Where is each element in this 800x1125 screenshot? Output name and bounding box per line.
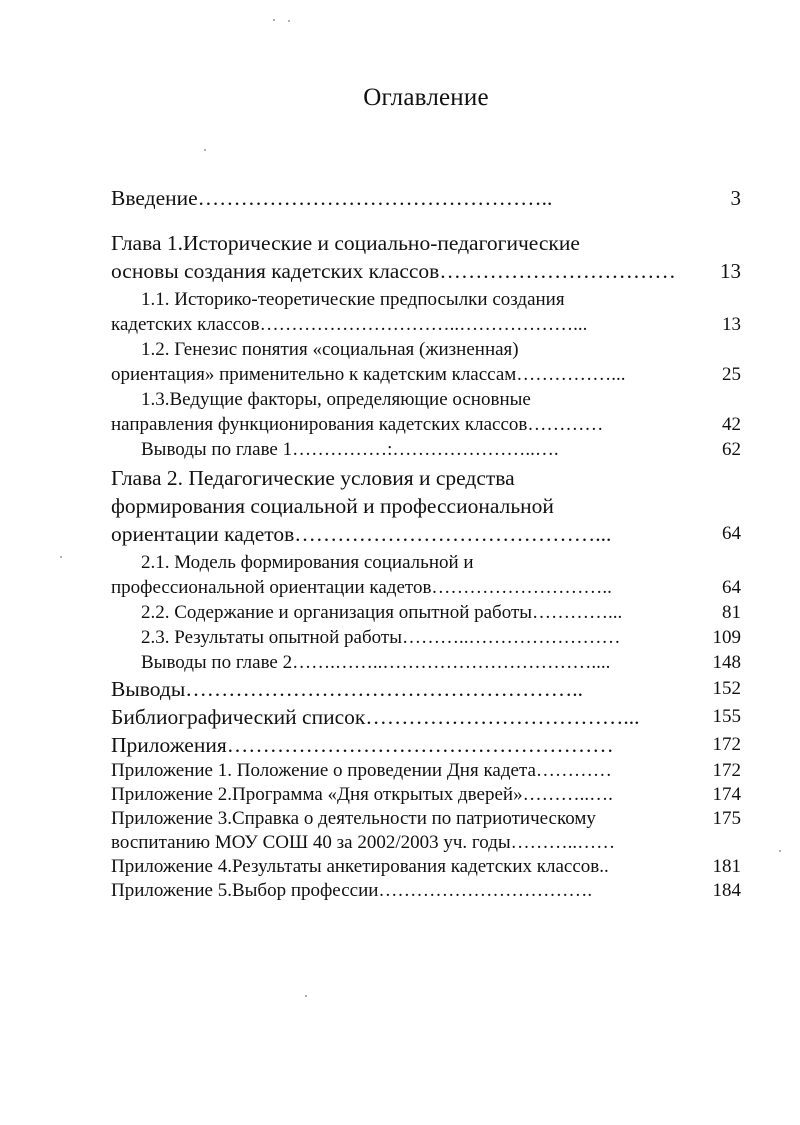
scan-speck: [779, 850, 781, 852]
toc-entry-text: формирования социальной и профессиональной: [111, 494, 554, 518]
toc-entry-text: 1.2. Генезис понятия «социальная (жизненная): [141, 339, 519, 360]
toc-entry-appendix-4: [111, 855, 741, 879]
toc-page-number: 184: [712, 880, 741, 901]
toc-entry-introduction: [111, 184, 741, 212]
toc-page-number: 13: [722, 314, 741, 335]
toc-page-number: 62: [722, 439, 741, 460]
toc-entry-text: Глава 2. Педагогические условия и средства: [111, 466, 515, 490]
scan-speck: [204, 149, 206, 151]
scan-speck: [288, 20, 290, 22]
toc-page-number: 25: [722, 364, 741, 385]
toc-page-number: 42: [722, 414, 741, 435]
toc-page-number: 64: [722, 577, 741, 598]
toc-entry-appendix-5: [111, 879, 741, 903]
toc-entry-text: профессиональной ориентации кадетов………………………..: [111, 577, 612, 598]
toc-page-number: 172: [712, 760, 741, 781]
toc-entry-section-1-1: [111, 287, 741, 337]
toc-entry-text: Приложение 2.Программа «Дня открытых дверей»………..….: [111, 784, 613, 805]
toc-entry-text: Введение…………………………………………..: [111, 186, 553, 210]
toc-entry-section-2-1: [111, 550, 741, 600]
toc-page-number: 109: [712, 627, 741, 648]
toc-entry-text: 1.1. Историко-теоретические предпосылки создания: [141, 289, 565, 310]
toc-entry-chapter-2-conclusions: [111, 650, 741, 675]
toc-page-number: 64: [722, 523, 741, 544]
toc-page-number: 172: [712, 734, 741, 755]
toc-entry-text: Приложения………………………………………………: [111, 733, 614, 757]
scan-speck: [305, 995, 307, 997]
toc-entry-text: Выводы по главе 1……………:…………………..….: [141, 439, 559, 460]
toc-entry-text: Приложение 3.Справка о деятельности по патриотическому: [111, 808, 596, 829]
toc-entry-chapter-1-conclusions: [111, 437, 741, 462]
page-title: Оглавление: [363, 84, 489, 111]
scan-speck: [273, 19, 275, 21]
toc-entry-section-2-3: [111, 625, 741, 650]
toc-entry-text: кадетских классов…………………………..………………...: [111, 314, 588, 335]
toc-entry-appendices: [111, 731, 741, 759]
toc-entry-text: основы создания кадетских классов……………………………: [111, 259, 676, 283]
toc-entry-text: 2.3. Результаты опытной работы………..……………………: [141, 627, 621, 648]
toc-entry-chapter-1: [111, 229, 741, 285]
toc-entry-text: воспитанию МОУ СОШ 40 за 2002/2003 уч. годы………..……: [111, 832, 616, 853]
toc-entry-chapter-2: [111, 464, 741, 548]
toc-entry-bibliography: [111, 703, 741, 731]
toc-entry-text: 2.1. Модель формирования социальной и: [141, 552, 474, 573]
toc-entry-appendix-3: [111, 807, 741, 855]
toc-entry-section-1-3: [111, 387, 741, 437]
toc-page-number: 13: [720, 259, 741, 283]
toc-entry-text: 1.3.Ведущие факторы, определяющие основные: [141, 389, 531, 410]
toc-page-number: 152: [712, 678, 741, 699]
toc-page-number: 175: [712, 808, 741, 829]
toc-entry-appendix-2: [111, 783, 741, 807]
toc-entry-text: Приложение 4.Результаты анкетирования кадетских классов..: [111, 856, 609, 877]
toc-entry-text: Глава 1.Исторические и социально-педагогические: [111, 231, 580, 255]
toc-entry-text: направления функционирования кадетских классов…………: [111, 414, 604, 435]
toc-page-number: 174: [712, 784, 741, 805]
toc-entry-text: ориентация» применительно к кадетским классам……………...: [111, 364, 626, 385]
toc-page-number: 181: [712, 856, 741, 877]
toc-page-number: 155: [712, 706, 741, 727]
toc-page-number: 3: [730, 186, 741, 210]
toc-entry-appendix-1: [111, 759, 741, 783]
table-of-contents: [111, 184, 741, 903]
toc-entry-text: Приложение 1. Положение о проведении Дня кадета…………: [111, 760, 612, 781]
toc-entry-text: Выводы по главе 2…….……..……………………………....: [141, 652, 611, 673]
toc-entry-text: Выводы………………………………………………..: [111, 677, 584, 701]
toc-page-number: 81: [722, 602, 741, 623]
toc-page-number: 148: [712, 652, 741, 673]
toc-entry-section-1-2: [111, 337, 741, 387]
toc-entry-text: Библиографический список………………………………...: [111, 705, 640, 729]
toc-entry-text: Приложение 5.Выбор профессии…………………………….: [111, 880, 593, 901]
scan-speck: [60, 556, 62, 558]
toc-entry-text: 2.2. Содержание и организация опытной работы…………...: [141, 602, 623, 623]
toc-entry-section-2-2: [111, 600, 741, 625]
toc-entry-conclusions: [111, 675, 741, 703]
toc-entry-text: ориентации кадетов……………………………………...: [111, 522, 612, 546]
